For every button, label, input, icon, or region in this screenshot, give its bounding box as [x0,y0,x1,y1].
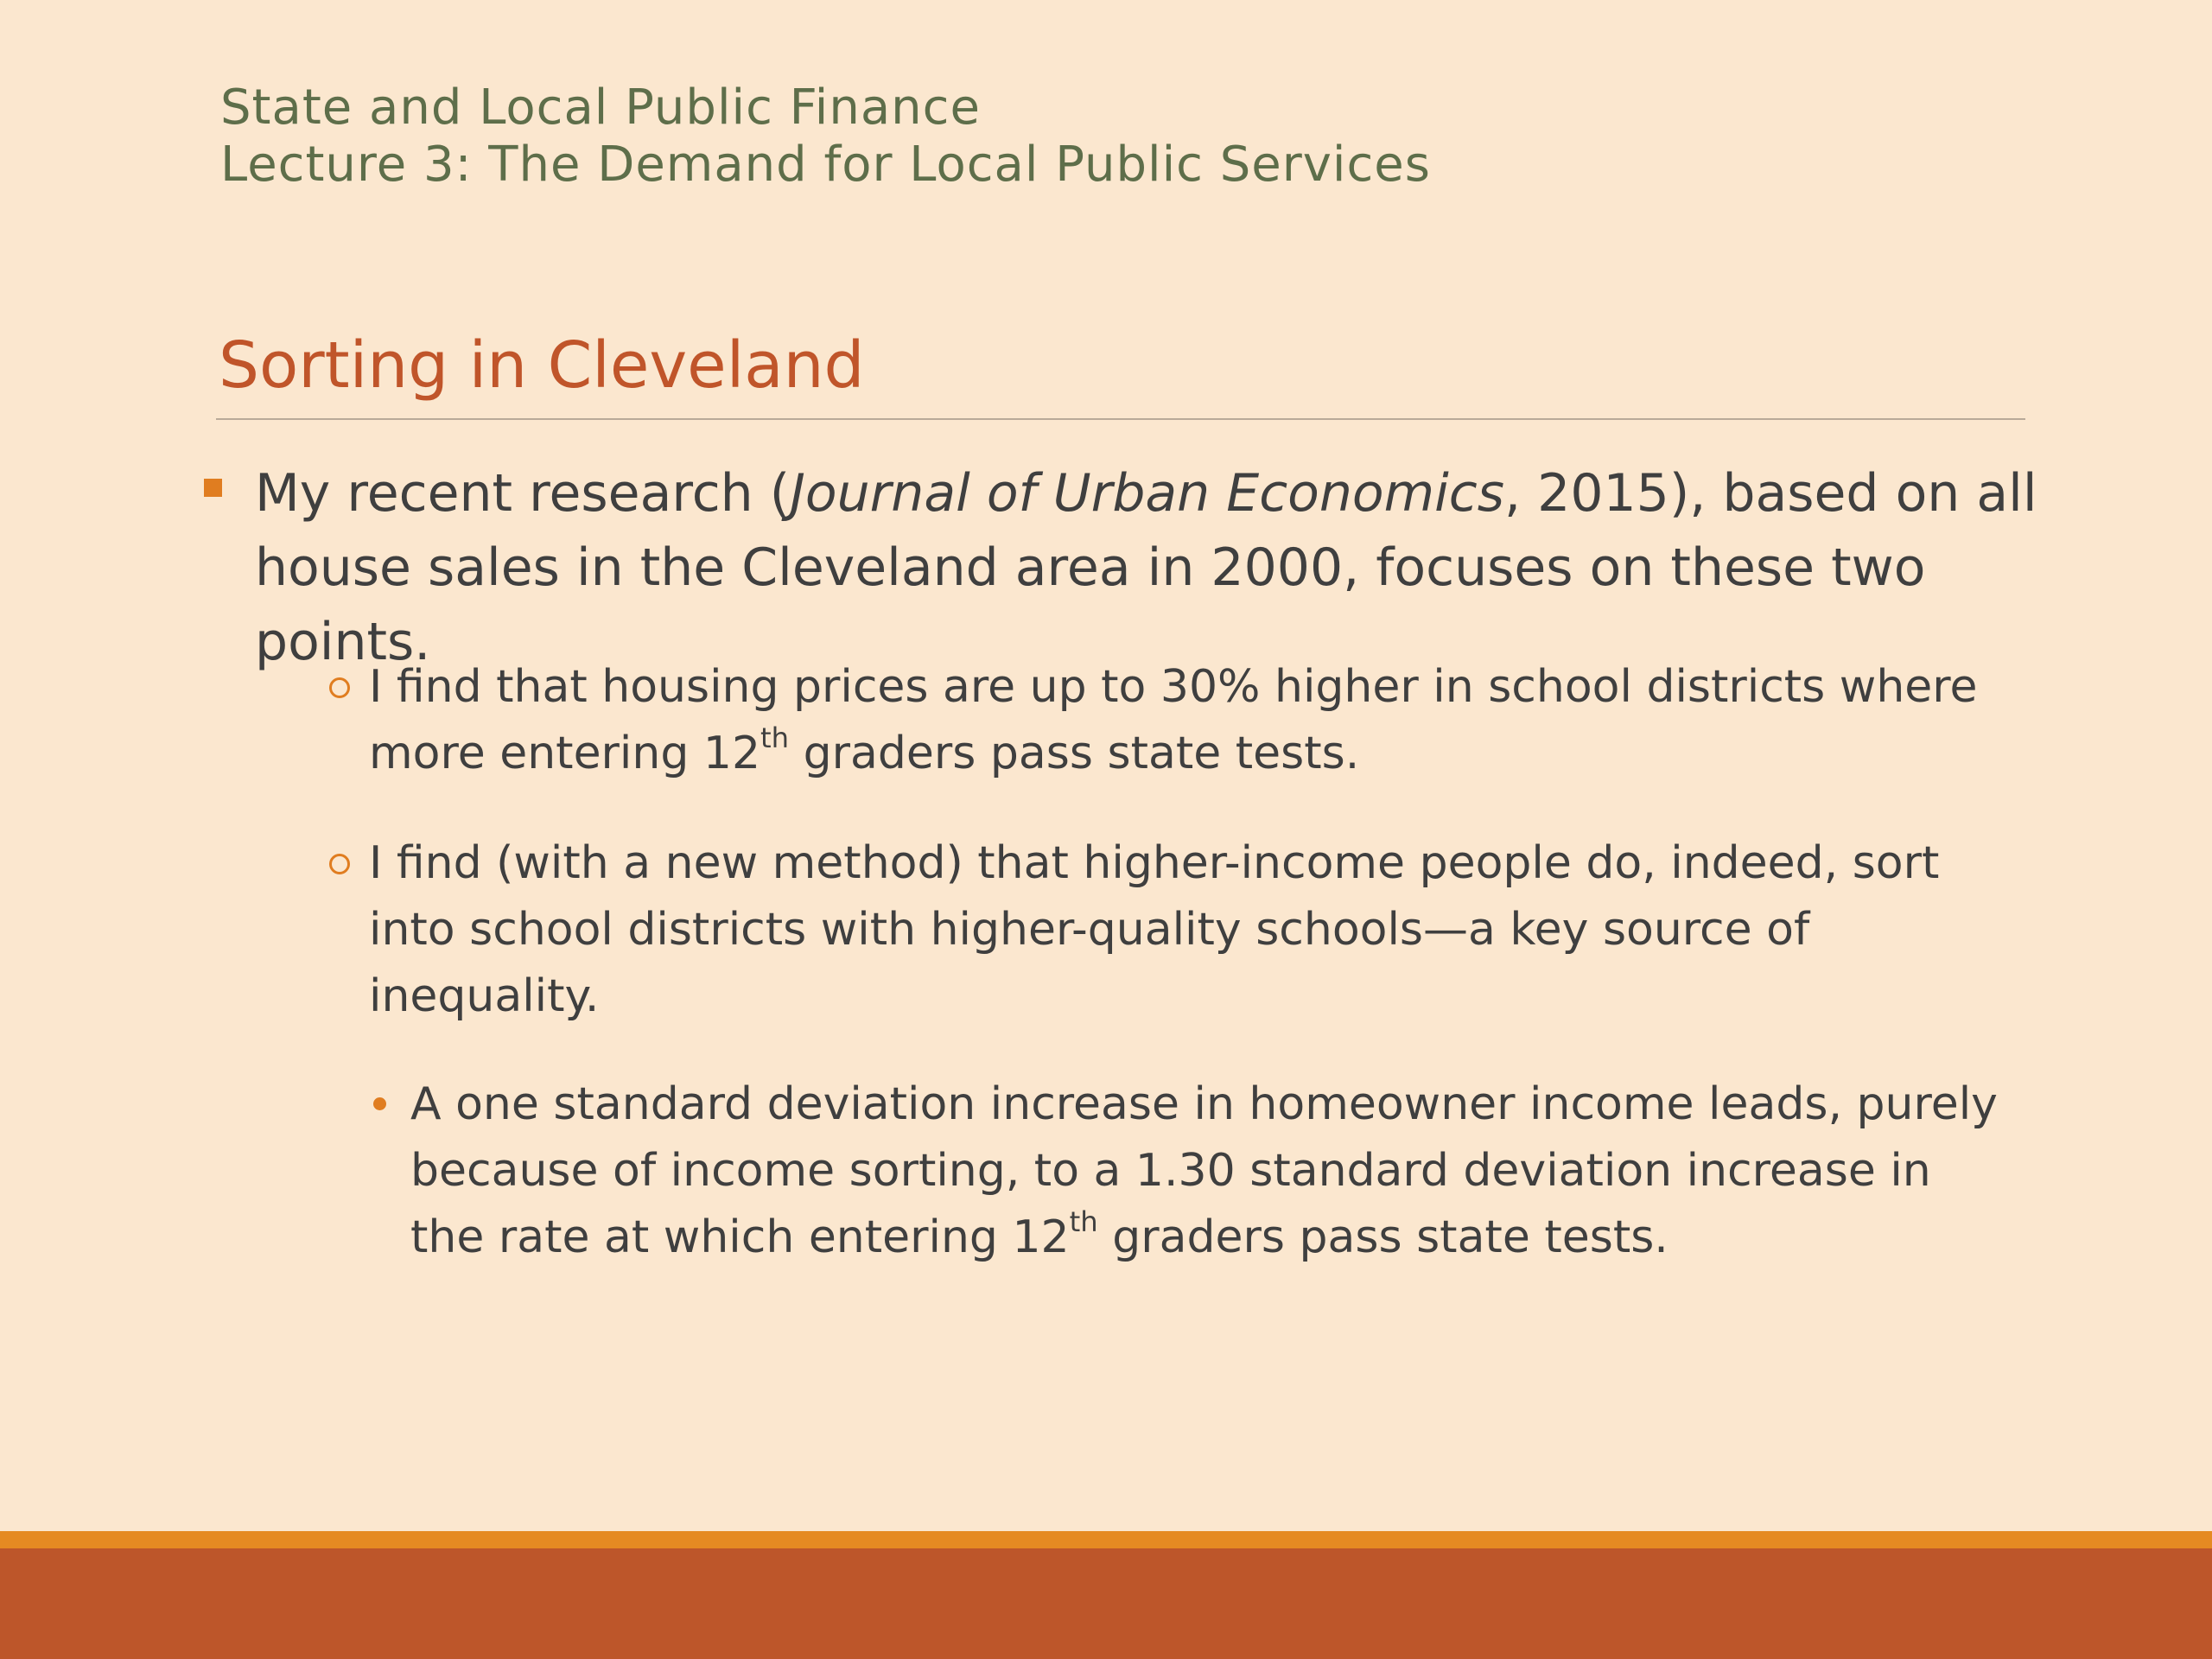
footer-band [0,1548,2212,1659]
sub-bullet-1 [369,654,1993,787]
sub-sub-bullet-text-b: graders pass state tests. [1097,1211,1669,1263]
lecture-title: Lecture 3: The Demand for Local Public Services [220,137,1431,193]
sub-bullet-2: I find (with a new method) that higher-income people do, indeed, sort into school districts with higher-quality schools—a key source of inequality. [369,837,1940,1022]
course-title: State and Local Public Finance [220,79,981,136]
title-divider [216,418,2025,420]
circle-bullet-icon [329,677,350,698]
dot-bullet-icon [373,1097,386,1110]
square-bullet-icon [204,479,222,497]
sub-sub-bullet-superscript: th [1069,1205,1098,1238]
main-bullet-part1: My recent research ( [255,463,791,524]
sub-bullet-1-text-a: I find that housing prices are up to 30% higher in school districts where more entering 12 [369,661,1978,779]
journal-name: Journal of Urban Economics [790,463,1504,524]
circle-bullet-icon [329,854,350,874]
main-bullet-part2: , 2015), based on all house sales in the Cleveland area in 2000, focuses on these two points. [255,463,2037,672]
sub-sub-bullet [410,1071,2018,1271]
slide-title: Sorting in Cleveland [219,328,865,403]
main-bullet-text [255,456,2044,679]
sub-bullet-1-superscript: th [760,721,790,754]
slide-header [220,79,1431,194]
sub-sub-bullet-text-a: A one standard deviation increase in homeowner income leads, purely because of income sorting, to a 1.30 standard deviation increase in the rate at which entering 12 [410,1078,1998,1263]
footer-stripe [0,1531,2212,1548]
sub-bullet-1-text-b: graders pass state tests. [789,728,1360,779]
